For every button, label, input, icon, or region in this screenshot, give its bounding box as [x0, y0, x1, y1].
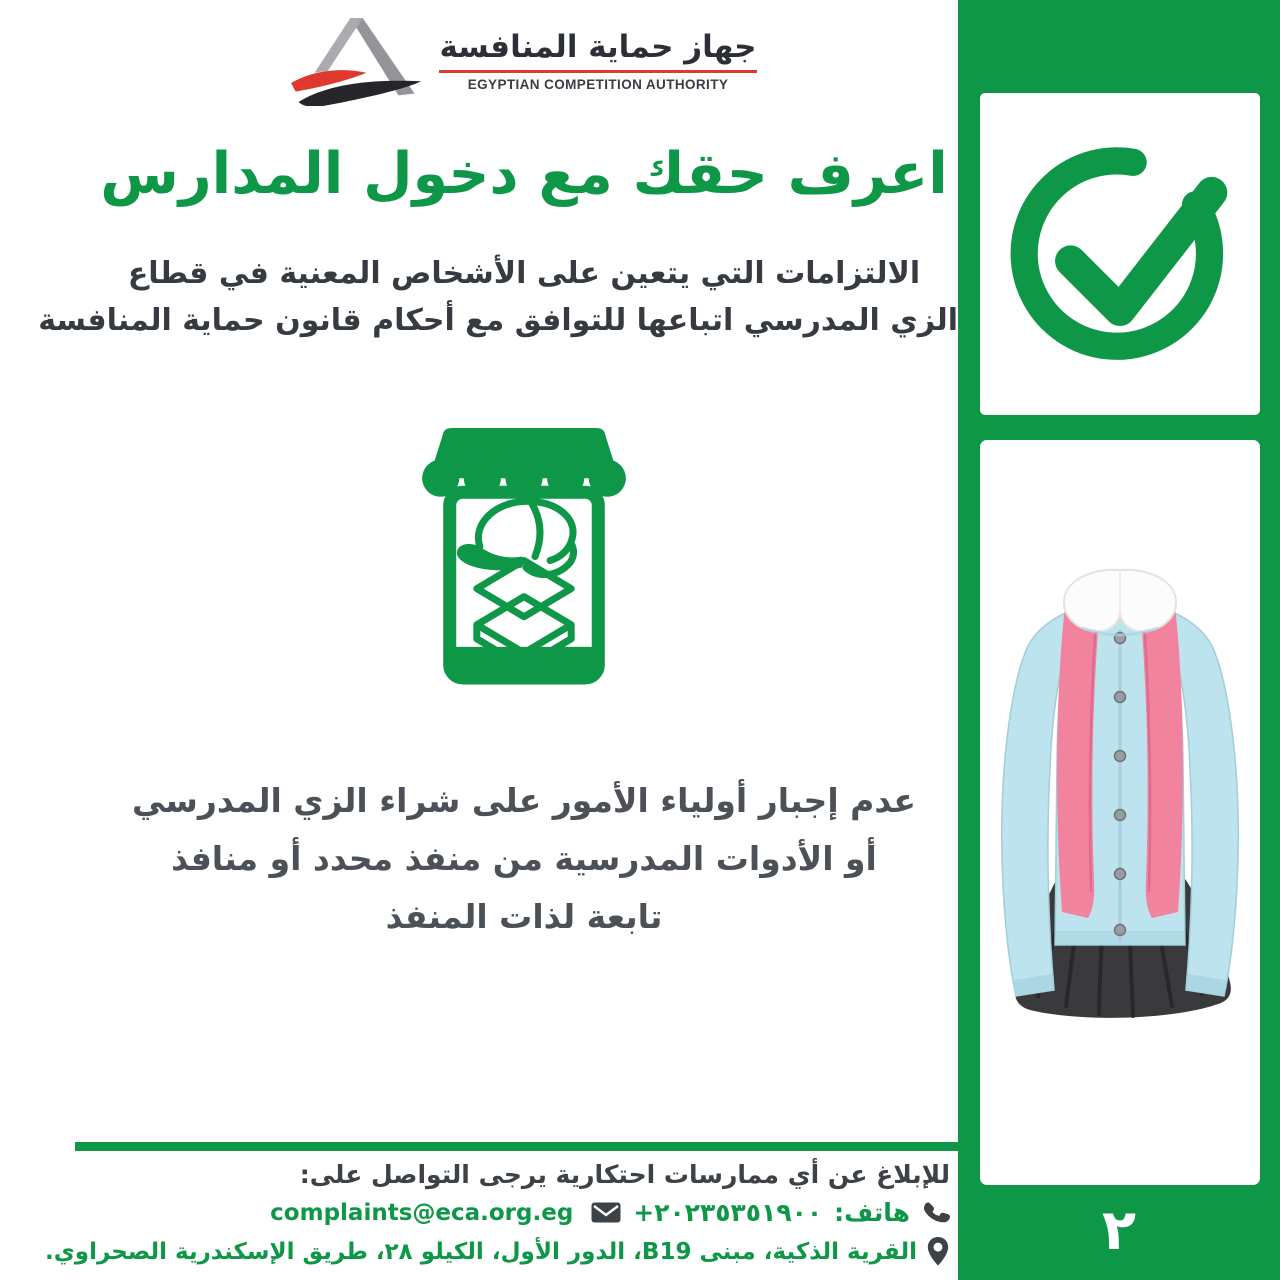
eca-logo-text — [439, 29, 756, 92]
logo-red-rule — [439, 70, 756, 73]
page-subtitle — [38, 250, 958, 344]
check-panel — [980, 93, 1260, 415]
contact-email: complaints@eca.org.eg — [270, 1199, 574, 1226]
right-green-sidebar — [958, 0, 1280, 1280]
footer-phone-row — [56, 1198, 950, 1227]
page-title: اعرف حقك مع دخول المدارس — [100, 141, 948, 207]
storefront-school-supplies-icon — [413, 426, 635, 692]
footer-report-text: للإبلاغ عن أي ممارسات احتكارية يرجى التواصل على: — [299, 1160, 950, 1189]
obligation-text — [90, 772, 958, 946]
obligation-line-2: أو الأدوات المدرسية من منفذ محدد أو منافذ — [171, 839, 877, 878]
eca-title-arabic: جهاز حماية المنافسة — [439, 28, 757, 65]
eca-title-english: EGYPTIAN COMPETITION AUTHORITY — [467, 76, 729, 92]
page-number: ٢ — [1101, 1198, 1137, 1263]
school-uniform-photo — [980, 440, 1260, 1185]
envelope-icon — [591, 1202, 621, 1223]
storefront-icon-wrap — [90, 426, 958, 692]
phone-number: +٢٠٢٣٥٣٥١٩٠٠ — [633, 1198, 823, 1227]
footer-divider-bar — [75, 1142, 958, 1151]
obligation-line-1: عدم إجبار أولياء الأمور على شراء الزي المدرسي — [132, 781, 916, 820]
phone-label: هاتف: — [834, 1198, 910, 1227]
subtitle-line-2: الزي المدرسي اتباعها للتوافق مع أحكام قانون حماية المنافسة — [38, 303, 958, 338]
subtitle-line-1: الالتزامات التي يتعين على الأشخاص المعنية في قطاع — [127, 256, 921, 291]
uniform-panel — [980, 440, 1260, 1185]
location-pin-icon — [926, 1236, 950, 1267]
footer-contact — [44, 1160, 950, 1267]
check-circle-icon — [1004, 118, 1236, 390]
eca-triangle-logo-icon — [291, 14, 423, 106]
eca-logo — [90, 14, 958, 106]
phone-icon — [922, 1199, 950, 1227]
obligation-line-3: تابعة لذات المنفذ — [385, 897, 663, 936]
footer-address-row — [44, 1236, 950, 1267]
contact-address: القرية الذكية، مبنى B19، الدور الأول، الكيلو ٢٨، طريق الإسكندرية الصحراوي. — [44, 1238, 917, 1265]
